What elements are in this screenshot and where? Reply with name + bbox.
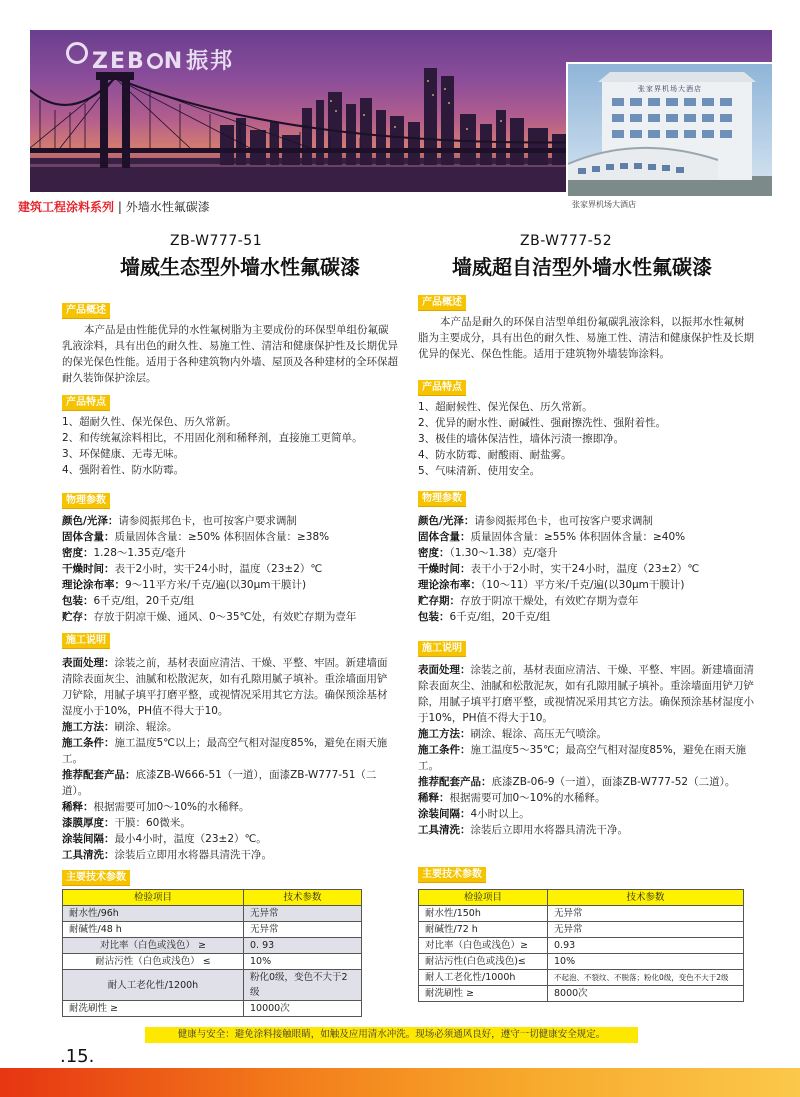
construction-row [62,735,392,767]
table-cell: 0. 93 [244,938,362,954]
page-number: .15. [60,1046,95,1067]
left-construction-tag: 施工说明 [62,633,110,649]
construction-row [62,767,392,799]
param-key: 干燥时间： [418,563,471,575]
right-tech-tag: 主要技术参数 [418,867,486,883]
construction-key: 工具清洗： [418,824,471,836]
table-cell: 无异常 [244,922,362,938]
construction-row [418,822,754,838]
right-construction-list [418,662,754,838]
safety-notice: 健康与安全：避免涂料接触眼睛，如触及应用清水冲洗。现场必须通风良好，遵守一切健康安全规定。 [145,1027,638,1043]
left-product-code: ZB-W777-51 [170,233,263,249]
construction-value: 最小4小时，温度（23±2）℃。 [114,833,267,845]
left-overview-tag: 产品概述 [62,303,110,319]
param-row [62,593,402,609]
right-overview-tag: 产品概述 [418,295,466,311]
left-tech-table [62,889,362,1017]
param-key: 包装： [62,595,94,607]
table-cell: 耐洗刷性 ≥ [419,986,548,1002]
param-key: 贮存期： [418,595,460,607]
param-row [62,545,402,561]
table-row [419,986,744,1002]
param-value: 表干小于2小时，实干24小时，温度（23±2）℃ [470,563,700,575]
table-cell: 对比率（白色或浅色） ≥ [63,938,244,954]
table-row [419,938,744,954]
param-value: 6千克/组，20千克/组 [449,611,551,623]
param-value: 表干2小时，实干24小时，温度（23±2）℃ [114,563,323,575]
param-value: 请参阅振邦色卡，也可按客户要求调制 [118,515,297,527]
construction-value: 根据需要可加0～10%的水稀释。 [449,792,606,804]
series-subtitle: 外墙水性氟碳漆 [125,200,210,214]
param-value: 9～11平方米/千克/遍(以30μm干膜计) [125,579,307,591]
left-tech-tag: 主要技术参数 [62,870,130,886]
construction-value: 底漆ZB-06-9（一道），面漆ZB-W777-52（二道）。 [491,776,736,788]
table-cell: 耐沾污性(白色或浅色)≤ [419,954,548,970]
table-header-cell: 检验项目 [419,890,548,906]
left-product-title: 墙威生态型外墙水性氟碳漆 [120,255,360,279]
table-cell: 粉化0级，变色不大于2级 [244,970,362,1001]
construction-key: 推荐配套产品： [418,776,492,788]
param-row [418,529,762,545]
table-row [63,1001,362,1017]
param-row [418,577,762,593]
param-key: 贮存： [62,611,94,623]
param-row [418,561,762,577]
table-row [63,938,362,954]
construction-row [418,742,754,774]
construction-row [62,719,392,735]
construction-key: 施工条件： [62,737,115,749]
param-value: 质量固体含量：≥55% 体积固体含量：≥40% [470,531,686,543]
construction-value: 施工温度5℃以上；最高空气相对湿度85%，避免在雨天施工。 [62,737,388,765]
table-cell: 耐沾污性（白色或浅色） ≤ [63,954,244,970]
param-key: 密度： [418,547,450,559]
feature-item: 3、环保健康、无毒无味。 [62,448,185,460]
construction-key: 推荐配套产品： [62,769,136,781]
table-cell: 耐碱性/48 h [63,922,244,938]
feature-item: 2、优异的耐水性、耐碱性、强耐擦洗性、强附着性。 [418,417,667,429]
table-cell: 10000次 [244,1001,362,1017]
feature-item: 1、超耐候性、保光保色、历久常新。 [418,401,593,413]
hotel-sign: 张家界机场大酒店 [638,85,702,93]
param-value: 质量固体含量：≥50% 体积固体含量：≥38% [114,531,330,543]
table-cell: 耐碱性/72 h [419,922,548,938]
param-row [62,561,402,577]
table-row [419,970,744,986]
param-value: 6千克/组，20千克/组 [93,595,195,607]
construction-key: 涂装间隔： [62,833,115,845]
construction-row [62,831,392,847]
construction-row [62,847,392,863]
table-row [63,954,362,970]
construction-key: 表面处理： [62,657,115,669]
right-features-list [418,399,754,479]
table-cell: 0.93 [548,938,744,954]
construction-value: 涂装之前，基材表面应清洁、干燥、平整、牢固。新建墙面清除表面灰尘、油腻和松散泥灰，如有孔隙用腻子填补。重涂墙面用铲刀铲除，用腻子填平打磨平整，或视情况采用其它方法。确保预涂基材湿度小于10%，PH值不得大于10。 [418,664,754,724]
table-cell: 不起泡、不裂纹、不脱落；粉化0级，变色不大于2级 [548,970,744,986]
param-key: 固体含量： [62,531,115,543]
construction-key: 施工条件： [418,744,471,756]
logo-text-tail: N [163,49,185,74]
construction-row [418,726,754,742]
brand-logo-icon [66,42,88,64]
right-overview-text: 本产品是耐久的环保自洁型单组份氟碳乳液涂料，以振邦水性氟树脂为主要成分，具有出色的耐久性、易施工性、清洁和健康保护性及长期优异的保光、保色性能。适用于建筑物外墙装饰涂料。 [418,316,754,360]
table-cell: 10% [244,954,362,970]
param-key: 固体含量： [418,531,471,543]
param-row [418,513,762,529]
param-key: 理论涂布率： [62,579,125,591]
construction-key: 稀释： [62,801,94,813]
construction-row [62,815,392,831]
param-value: （10～11）平方米/千克/遍(以30μm干膜计) [481,579,685,591]
param-row [418,593,762,609]
table-row [63,922,362,938]
table-cell: 耐水性/150h [419,906,548,922]
footer-color-bar [0,1068,800,1097]
construction-row [62,799,392,815]
construction-key: 稀释： [418,792,450,804]
param-value: （1.30～1.38）克/毫升 [449,547,558,559]
param-key: 颜色/光泽： [418,515,475,527]
right-params-tag: 物理参数 [418,491,466,507]
construction-value: 4小时以上。 [470,808,530,820]
construction-value: 施工温度5～35℃；最高空气相对湿度85%，避免在雨天施工。 [418,744,747,772]
construction-row [418,806,754,822]
param-row [418,545,762,561]
param-value: 1.28～1.35克/毫升 [93,547,186,559]
feature-item: 3、极佳的墙体保洁性，墙体污渍一擦即净。 [418,433,625,445]
construction-value: 底漆ZB-W666-51（一道），面漆ZB-W777-51（二道）。 [62,769,377,797]
param-row [62,529,402,545]
table-cell: 对比率（白色或浅色）≥ [419,938,548,954]
photo-caption: 张家界机场大酒店 [572,200,636,209]
construction-key: 工具清洗： [62,849,115,861]
table-header-row [419,890,744,906]
table-cell: 耐水性/96h [63,906,244,922]
table-row [63,970,362,1001]
left-features-tag: 产品特点 [62,395,110,411]
param-value: 存放于阴凉干燥处，有效贮存期为壹年 [460,595,639,607]
brand-logo [92,44,234,75]
param-row [62,513,402,529]
feature-item: 2、和传统氟涂料相比，不用固化剂和稀释剂，直接施工更简单。 [62,432,363,444]
param-key: 包装： [418,611,450,623]
feature-item: 5、气味清新、使用安全。 [418,465,541,477]
left-construction-list [62,655,392,863]
construction-key: 漆膜厚度： [62,817,115,829]
construction-key: 涂装间隔： [418,808,471,820]
table-header-cell: 技术参数 [244,890,362,906]
param-value: 存放于阴凉干燥、通风、0～35℃处，有效贮存期为壹年 [93,611,357,623]
series-label [18,198,210,215]
table-row [63,906,362,922]
table-cell: 耐人工老化性/1200h [63,970,244,1001]
right-product-code: ZB-W777-52 [520,233,613,249]
construction-key: 施工方法： [418,728,471,740]
table-row [419,922,744,938]
construction-key: 施工方法： [62,721,115,733]
right-params-list [418,513,762,625]
table-cell: 无异常 [244,906,362,922]
logo-text-head: ZEB [92,49,146,74]
construction-key: 表面处理： [418,664,471,676]
left-params-list [62,513,402,625]
table-cell: 无异常 [548,906,744,922]
construction-row [62,655,392,719]
feature-item: 4、强附着性、防水防霉。 [62,464,185,476]
table-cell: 10% [548,954,744,970]
table-header-cell: 技术参数 [548,890,744,906]
right-construction-tag: 施工说明 [418,641,466,657]
param-row [62,609,402,625]
construction-value: 刷涂、辊涂、高压无气喷涂。 [470,728,607,740]
param-value: 请参阅振邦色卡，也可按客户要求调制 [474,515,653,527]
right-tech-table [418,889,744,1002]
feature-item: 4、防水防霉、耐酸雨、耐盐雾。 [418,449,572,461]
feature-item: 1、超耐久性、保光保色、历久常新。 [62,416,237,428]
construction-value: 根据需要可加0～10%的水稀释。 [93,801,250,813]
series-separator: | [117,200,122,214]
construction-row [418,662,754,726]
logo-chinese: 振邦 [186,49,235,74]
table-cell: 无异常 [548,922,744,938]
construction-row [418,774,754,790]
left-params-tag: 物理参数 [62,493,110,509]
left-overview-text: 本产品是由性能优异的水性氟树脂为主要成份的环保型单组份氟碳乳液涂料，具有出色的耐久性、易施工性、清洁和健康保护性及长期优异的保光保色性能。适用于各种建筑物内外墙、屋顶及各种建材的全环保超耐久装饰保护涂层。 [62,324,398,384]
construction-row [418,790,754,806]
series-name: 建筑工程涂料系列 [18,200,115,214]
table-header-cell: 检验项目 [63,890,244,906]
param-key: 理论涂布率： [418,579,481,591]
construction-value: 刷涂、辊涂。 [114,721,178,733]
logo-o-icon [147,53,163,69]
construction-value: 涂装后立即用水将器具清洗干净。 [470,824,628,836]
param-key: 颜色/光泽： [62,515,119,527]
left-features-list [62,414,398,478]
table-row [419,954,744,970]
construction-value: 涂装之前，基材表面应清洁、干燥、平整、牢固。新建墙面清除表面灰尘、油腻和松散泥灰，如有孔隙用腻子填补。重涂墙面用铲刀铲除，用腻子填平打磨平整，或视情况采用其它方法。确保预涂基材湿度小于10%，PH值不得大于10。 [62,657,388,717]
table-cell: 耐人工老化性/1000h [419,970,548,986]
param-row [418,609,762,625]
construction-value: 干膜：60微米。 [114,817,191,829]
table-header-row [63,890,362,906]
hotel-photo [566,62,774,198]
param-row [62,577,402,593]
param-key: 干燥时间： [62,563,115,575]
construction-value: 涂装后立即用水将器具清洗干净。 [114,849,272,861]
right-features-tag: 产品特点 [418,380,466,396]
param-key: 密度： [62,547,94,559]
table-row [419,906,744,922]
table-cell: 耐洗刷性 ≥ [63,1001,244,1017]
table-cell: 8000次 [548,986,744,1002]
right-product-title: 墙威超自洁型外墙水性氟碳漆 [452,255,712,279]
